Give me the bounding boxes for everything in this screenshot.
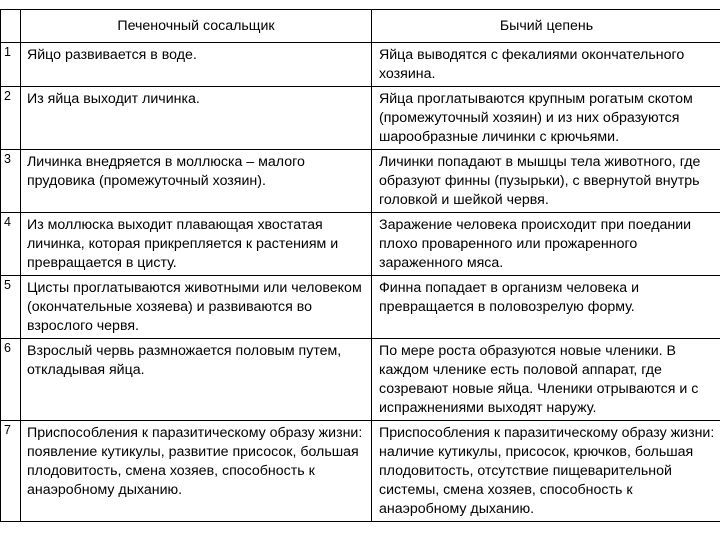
- header-tapeworm: Бычий цепень: [372, 10, 720, 43]
- comparison-table: [0, 9, 720, 522]
- table-row: [1, 43, 720, 87]
- tapeworm-cell: Яйца выводятся с фекалиями окончательного хозяина.: [372, 43, 720, 87]
- fluke-cell: Яйцо развивается в воде.: [21, 43, 372, 87]
- fluke-cell: Взрослый червь размножается половым путем, откладывая яйца.: [21, 339, 372, 421]
- table-row: [1, 276, 720, 339]
- row-number: 5: [1, 276, 21, 339]
- fluke-cell: Из моллюска выходит плавающая хвостатая личинка, которая прикрепляется к растениям и превращается в цисту.: [21, 213, 372, 276]
- tapeworm-cell: Яйца проглатываются крупным рогатым скотом (промежуточный хозяин) и из них образуются шарообразные личинки с крючьями.: [372, 87, 720, 150]
- row-number: 3: [1, 150, 21, 213]
- header-row: [1, 10, 720, 43]
- table-row: [1, 421, 720, 522]
- table-row: [1, 150, 720, 213]
- table-row: [1, 213, 720, 276]
- tapeworm-cell: Личинки попадают в мышцы тела животного, где образуют финны (пузырьки), с ввернутой внутрь головкой и шейкой червя.: [372, 150, 720, 213]
- fluke-cell: Личинка внедряется в моллюска – малого прудовика (промежуточный хозяин).: [21, 150, 372, 213]
- fluke-cell: Приспособления к паразитическому образу жизни: появление кутикулы, развитие присосок, большая плодовитость, смена хозяев, способность к анаэробному дыханию.: [21, 421, 372, 522]
- fluke-cell: Цисты проглатываются животными или человеком (окончательные хозяева) и развиваются во взрослого червя.: [21, 276, 372, 339]
- header-number-cell: [1, 10, 21, 43]
- fluke-cell: Из яйца выходит личинка.: [21, 87, 372, 150]
- row-number: 7: [1, 421, 21, 522]
- tapeworm-cell: Финна попадает в организм человека и превращается в половозрелую форму.: [372, 276, 720, 339]
- row-number: 6: [1, 339, 21, 421]
- tapeworm-cell: Заражение человека происходит при поедании плохо проваренного или прожаренного зараженного мяса.: [372, 213, 720, 276]
- tapeworm-cell: По мере роста образуются новые членики. В каждом членике есть половой аппарат, где созревают новые яйца. Членики отрываются и с испражнениями выходят наружу.: [372, 339, 720, 421]
- row-number: 4: [1, 213, 21, 276]
- tapeworm-cell: Приспособления к паразитическому образу жизни: наличие кутикулы, присосок, крючков, большая плодовитость, отсутствие пищеварительной системы, смена хозяев, способность к анаэробному дыханию.: [372, 421, 720, 522]
- row-number: 2: [1, 87, 21, 150]
- table-row: [1, 87, 720, 150]
- comparison-table-container: [0, 9, 720, 522]
- row-number: 1: [1, 43, 21, 87]
- header-fluke: Печеночный сосальщик: [21, 10, 372, 43]
- table-row: [1, 339, 720, 421]
